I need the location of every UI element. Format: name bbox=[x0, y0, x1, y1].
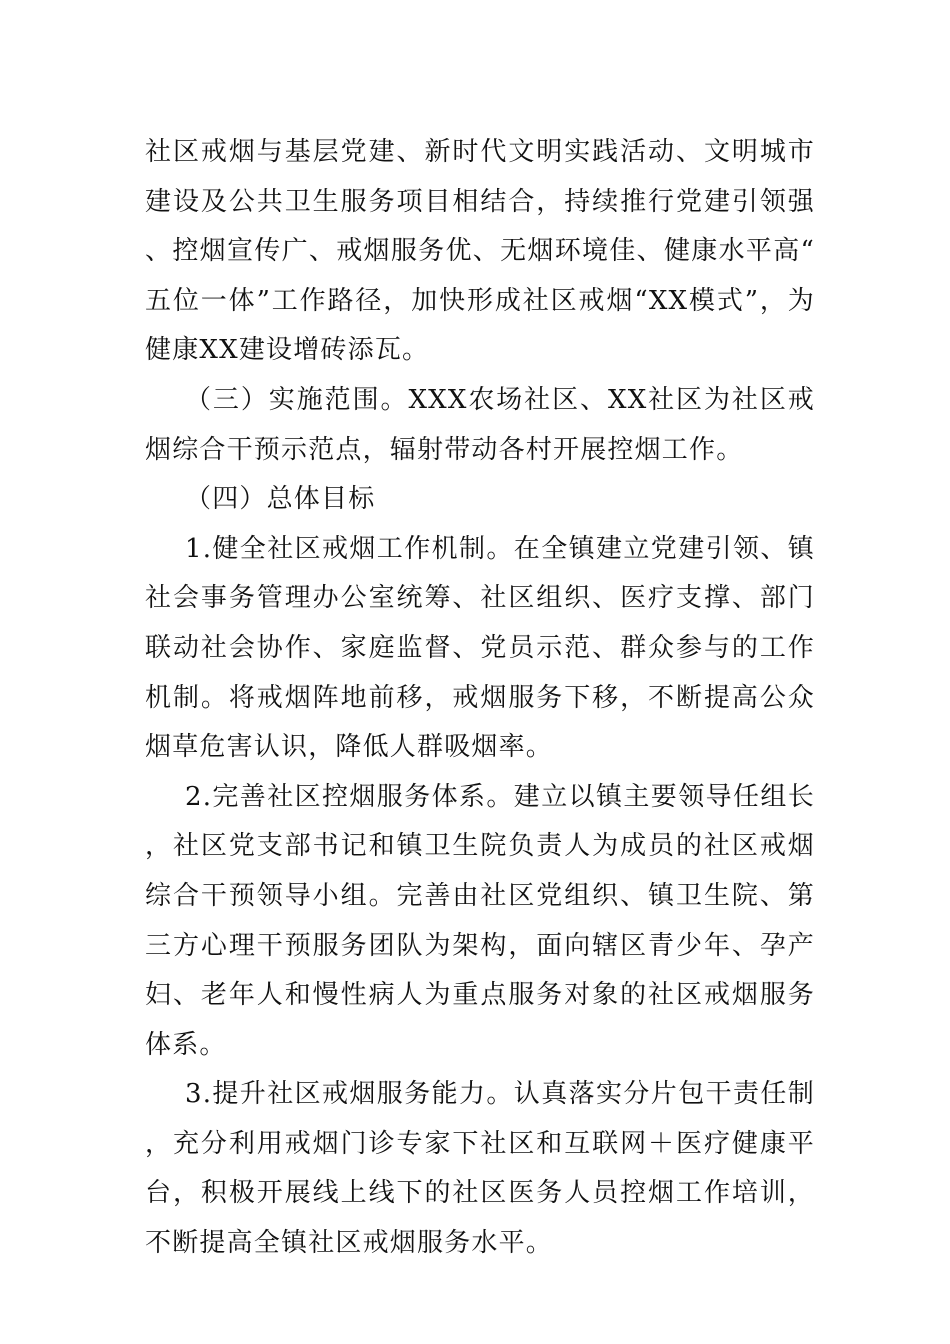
document-body bbox=[145, 128, 815, 1269]
heading-overall-goals: （四）总体目标 bbox=[185, 484, 376, 515]
paragraph-goal-1: 1.健全社区戒烟工作机制。在全镇建立党建引领、镇社会事务管理办公室统筹、社区组织、医疗支撑、部门联动社会协作、家庭监督、党员示范、群众参与的工作机制。将戒烟阵地前移，戒烟服务下移，不断提高公众烟草危害认识，降低人群吸烟率。 bbox=[145, 533, 815, 763]
paragraph-continuation: 社区戒烟与基层党建、新时代文明实践活动、文明城市建设及公共卫生服务项目相结合，持续推行党建引领强、控烟宣传广、戒烟服务优、无烟环境佳、健康水平高“五位一体”工作路径，加快形成社区戒烟“XX模式”，为健康XX建设增砖添瓦。 bbox=[145, 137, 815, 366]
paragraph-implementation-scope: （三）实施范围。XXX农场社区、XX社区为社区戒烟综合干预示范点，辐射带动各村开展控烟工作。 bbox=[145, 384, 815, 465]
paragraph-goal-3: 3.提升社区戒烟服务能力。认真落实分片包干责任制，充分利用戒烟门诊专家下社区和互联网＋医疗健康平台，积极开展线上线下的社区医务人员控烟工作培训，不断提高全镇社区戒烟服务水平。 bbox=[145, 1079, 815, 1259]
paragraph-goal-2: 2.完善社区控烟服务体系。建立以镇主要领导任组长，社区党支部书记和镇卫生院负责人为成员的社区戒烟综合干预领导小组。完善由社区党组织、镇卫生院、第三方心理干预服务团队为架构，面向辖区青少年、孕产妇、老年人和慢性病人为重点服务对象的社区戒烟服务体系。 bbox=[145, 781, 815, 1060]
